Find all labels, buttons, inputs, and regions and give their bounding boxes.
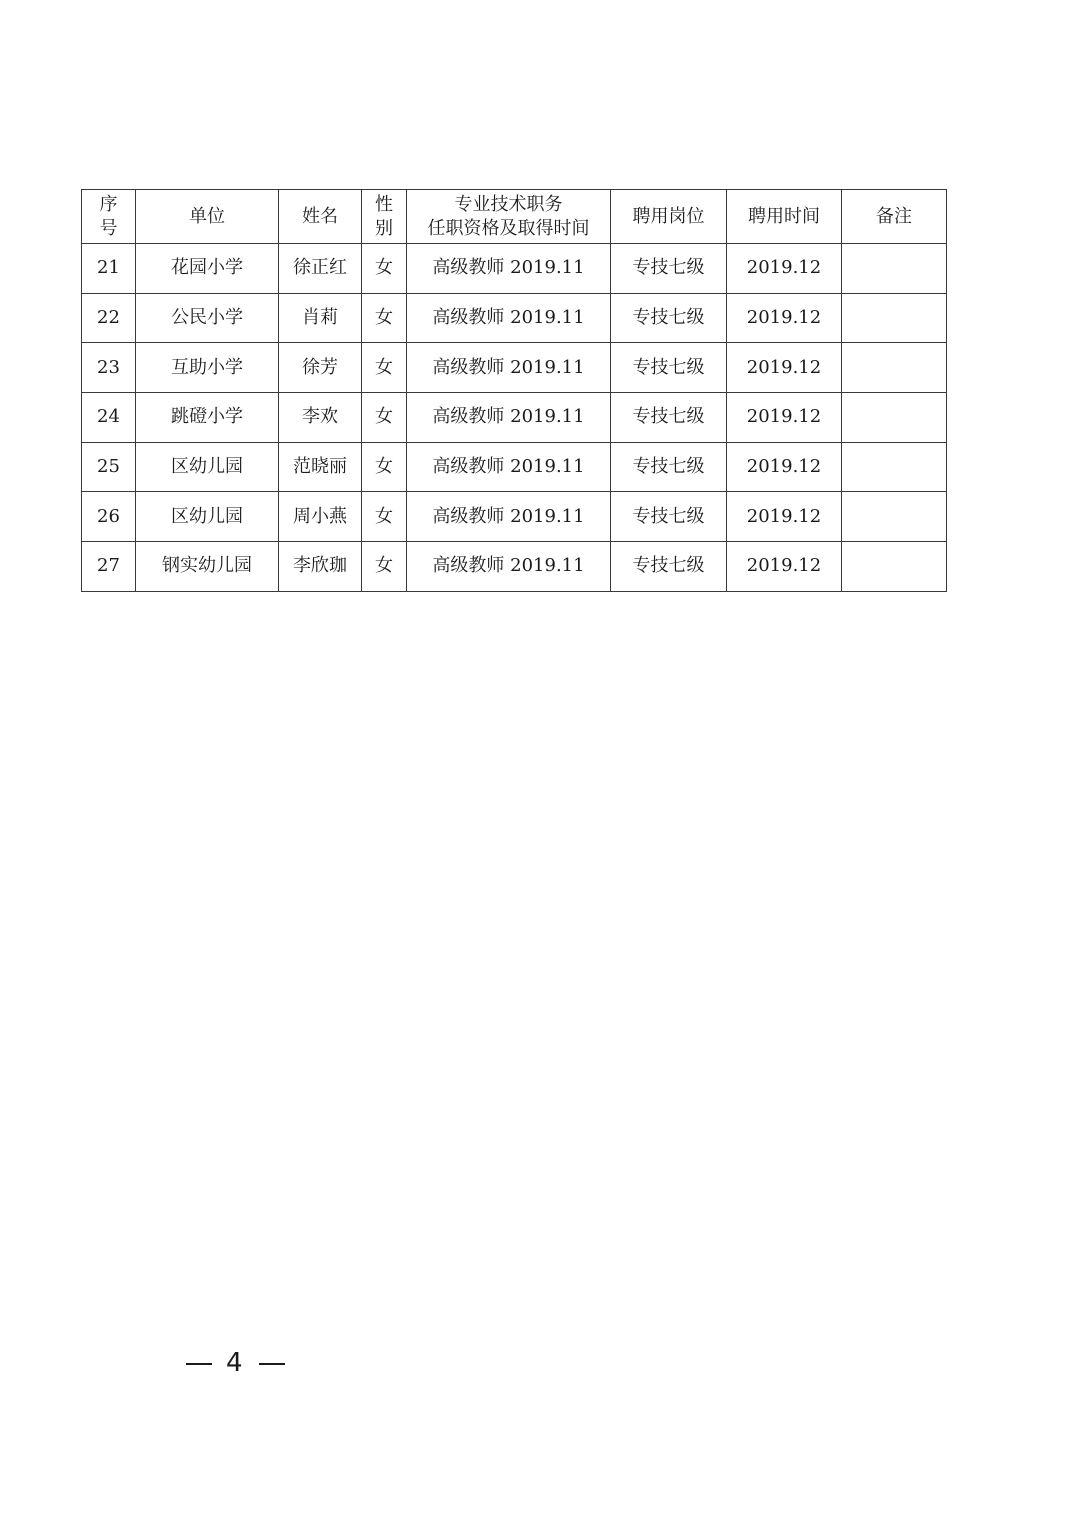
cell-time: 2019.12 — [727, 393, 842, 443]
cell-sex: 女 — [362, 442, 407, 492]
cell-qualification: 高级教师 2019.11 — [407, 343, 611, 393]
cell-unit: 花园小学 — [136, 244, 279, 294]
cell-unit: 区幼儿园 — [136, 442, 279, 492]
cell-sex: 女 — [362, 244, 407, 294]
cell-time: 2019.12 — [727, 442, 842, 492]
cell-note — [842, 542, 947, 592]
cell-name: 周小燕 — [279, 492, 362, 542]
page-number — [172, 1348, 299, 1378]
cell-name: 徐正红 — [279, 244, 362, 294]
cell-note — [842, 393, 947, 443]
cell-name: 李欢 — [279, 393, 362, 443]
cell-note — [842, 343, 947, 393]
cell-sex: 女 — [362, 393, 407, 443]
cell-post: 专技七级 — [611, 293, 727, 343]
header-qualification: 专业技术职务 任职资格及取得时间 — [407, 190, 611, 244]
header-time: 聘用时间 — [727, 190, 842, 244]
cell-post: 专技七级 — [611, 393, 727, 443]
cell-unit: 钢实幼儿园 — [136, 542, 279, 592]
table-header-row — [82, 190, 947, 244]
cell-time: 2019.12 — [727, 343, 842, 393]
table-row — [82, 542, 947, 592]
header-name: 姓名 — [279, 190, 362, 244]
cell-time: 2019.12 — [727, 542, 842, 592]
cell-unit: 区幼儿园 — [136, 492, 279, 542]
table-row — [82, 293, 947, 343]
cell-name: 范晓丽 — [279, 442, 362, 492]
cell-sex: 女 — [362, 542, 407, 592]
cell-sex: 女 — [362, 343, 407, 393]
table-row — [82, 244, 947, 294]
cell-seq: 27 — [82, 542, 136, 592]
cell-sex: 女 — [362, 293, 407, 343]
dash-right — [259, 1363, 285, 1365]
cell-time: 2019.12 — [727, 244, 842, 294]
cell-qualification: 高级教师 2019.11 — [407, 293, 611, 343]
cell-seq: 23 — [82, 343, 136, 393]
cell-seq: 21 — [82, 244, 136, 294]
cell-qualification: 高级教师 2019.11 — [407, 542, 611, 592]
cell-post: 专技七级 — [611, 343, 727, 393]
cell-seq: 22 — [82, 293, 136, 343]
cell-name: 肖莉 — [279, 293, 362, 343]
table-row — [82, 393, 947, 443]
header-sex: 性 别 — [362, 190, 407, 244]
table-row — [82, 492, 947, 542]
cell-qualification: 高级教师 2019.11 — [407, 244, 611, 294]
table-row — [82, 442, 947, 492]
cell-seq: 24 — [82, 393, 136, 443]
cell-name: 徐芳 — [279, 343, 362, 393]
cell-note — [842, 492, 947, 542]
cell-qualification: 高级教师 2019.11 — [407, 492, 611, 542]
appointment-table — [81, 189, 947, 592]
cell-post: 专技七级 — [611, 542, 727, 592]
cell-name: 李欣珈 — [279, 542, 362, 592]
cell-unit: 公民小学 — [136, 293, 279, 343]
cell-time: 2019.12 — [727, 293, 842, 343]
cell-note — [842, 244, 947, 294]
cell-qualification: 高级教师 2019.11 — [407, 393, 611, 443]
cell-post: 专技七级 — [611, 442, 727, 492]
cell-seq: 25 — [82, 442, 136, 492]
cell-unit: 跳磴小学 — [136, 393, 279, 443]
header-note: 备注 — [842, 190, 947, 244]
cell-qualification: 高级教师 2019.11 — [407, 442, 611, 492]
cell-sex: 女 — [362, 492, 407, 542]
cell-seq: 26 — [82, 492, 136, 542]
cell-post: 专技七级 — [611, 244, 727, 294]
cell-note — [842, 293, 947, 343]
page-number-value: 4 — [226, 1348, 245, 1378]
cell-post: 专技七级 — [611, 492, 727, 542]
cell-unit: 互助小学 — [136, 343, 279, 393]
dash-left — [186, 1363, 212, 1365]
header-post: 聘用岗位 — [611, 190, 727, 244]
header-seq: 序 号 — [82, 190, 136, 244]
cell-time: 2019.12 — [727, 492, 842, 542]
table-row — [82, 343, 947, 393]
cell-note — [842, 442, 947, 492]
header-unit: 单位 — [136, 190, 279, 244]
